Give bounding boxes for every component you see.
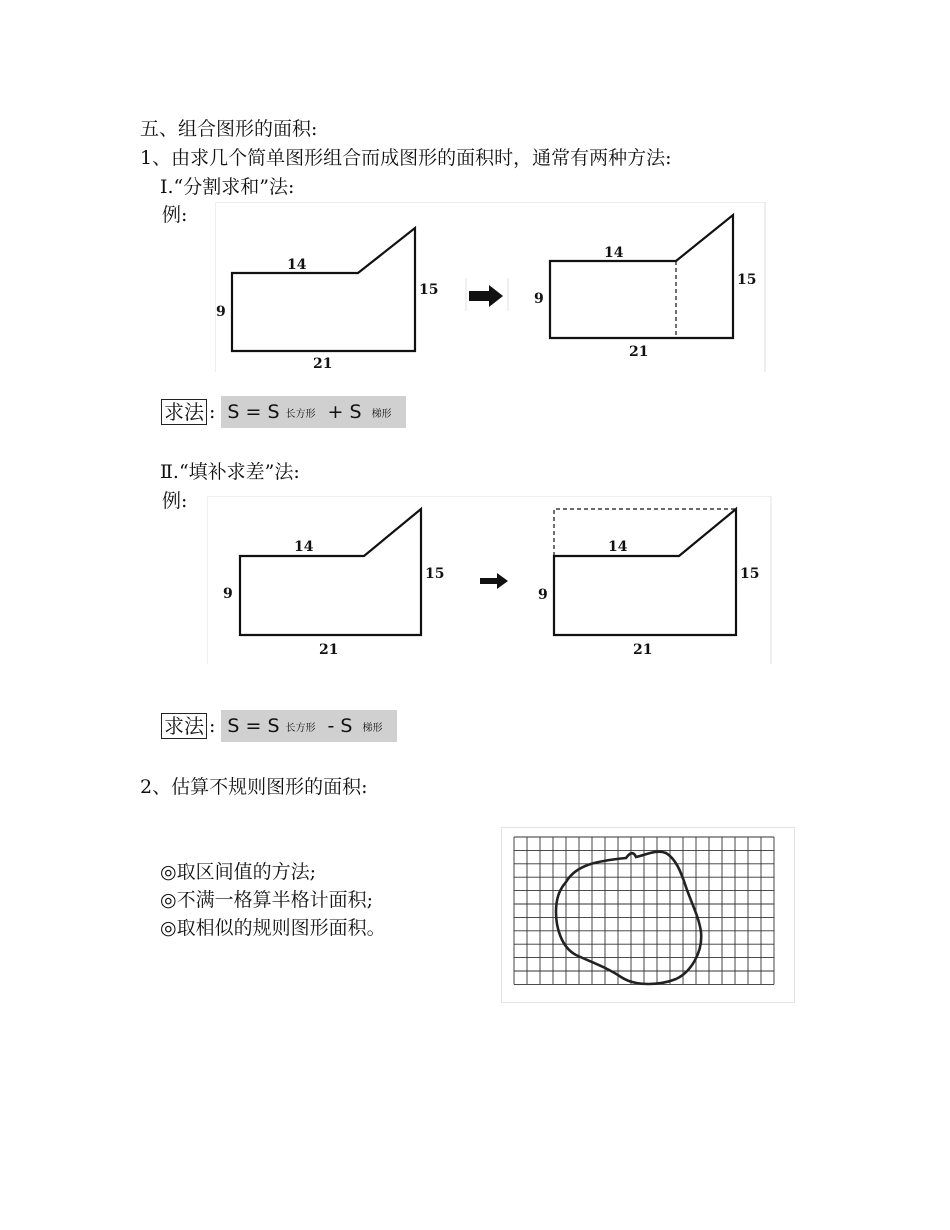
point-2-text: 2、估算不规则图形的面积: <box>140 776 368 798</box>
formula-op: + S <box>327 401 362 423</box>
label-bottom: 21 <box>633 642 653 658</box>
point-1-text: 1、由求几个简单图形组合而成图形的面积时，通常有两种方法: <box>140 147 672 169</box>
label-left: 9 <box>223 586 233 602</box>
figure-fill-method <box>207 496 772 664</box>
grid-lines <box>514 837 774 984</box>
label-left: 9 <box>216 304 226 320</box>
qiufa-label: 求法 <box>161 399 207 425</box>
formula-sub-trapezoid: 梯形 <box>371 408 392 420</box>
label-right: 15 <box>740 566 760 582</box>
formula-lhs: S = S <box>227 715 280 737</box>
method-item: ◎取区间值的方法; <box>160 861 316 883</box>
arrow-icon <box>480 573 508 589</box>
arrow-icon <box>469 285 503 307</box>
label-left: 9 <box>534 291 544 307</box>
label-right: 15 <box>425 566 445 582</box>
method-1-example-label: 例: <box>162 204 188 226</box>
formula-split <box>221 396 405 428</box>
method-1-formula-row <box>161 396 406 428</box>
estimation-methods-list <box>160 858 386 942</box>
label-top: 14 <box>294 539 314 555</box>
qiufa-label: 求法 <box>161 713 207 739</box>
formula-fill <box>221 710 396 742</box>
figure-split-method <box>215 202 766 372</box>
label-top: 14 <box>608 539 628 555</box>
method-item: ◎不满一格算半格计面积; <box>160 889 373 911</box>
colon: : <box>209 401 216 423</box>
label-top: 14 <box>287 257 307 273</box>
label-bottom: 21 <box>319 642 339 658</box>
formula-sub-rectangle: 长方形 <box>285 408 316 420</box>
label-left: 9 <box>538 587 548 603</box>
method-1-heading: Ⅰ.“分割求和”法: <box>160 176 295 198</box>
composite-shape-divided <box>550 215 733 338</box>
formula-sub-rectangle: 长方形 <box>285 722 316 734</box>
label-bottom: 21 <box>629 344 649 360</box>
label-right: 15 <box>737 272 757 288</box>
label-right: 15 <box>419 282 439 298</box>
composite-shape <box>232 228 415 351</box>
formula-lhs: S = S <box>227 401 280 423</box>
formula-op: - S <box>327 715 353 737</box>
label-top: 14 <box>604 245 624 261</box>
method-2-formula-row <box>161 710 397 742</box>
method-item: ◎取相似的规则图形面积。 <box>160 917 386 939</box>
composite-shape <box>240 509 421 635</box>
section-title: 五、组合图形的面积: <box>140 118 318 140</box>
formula-sub-trapezoid: 梯形 <box>362 722 383 734</box>
composite-shape-filled <box>554 509 736 635</box>
method-2-heading: Ⅱ.“填补求差”法: <box>160 461 300 483</box>
colon: : <box>209 715 216 737</box>
method-2-example-label: 例: <box>162 490 188 512</box>
label-bottom: 21 <box>313 356 333 372</box>
figure-irregular-grid <box>501 827 795 1003</box>
